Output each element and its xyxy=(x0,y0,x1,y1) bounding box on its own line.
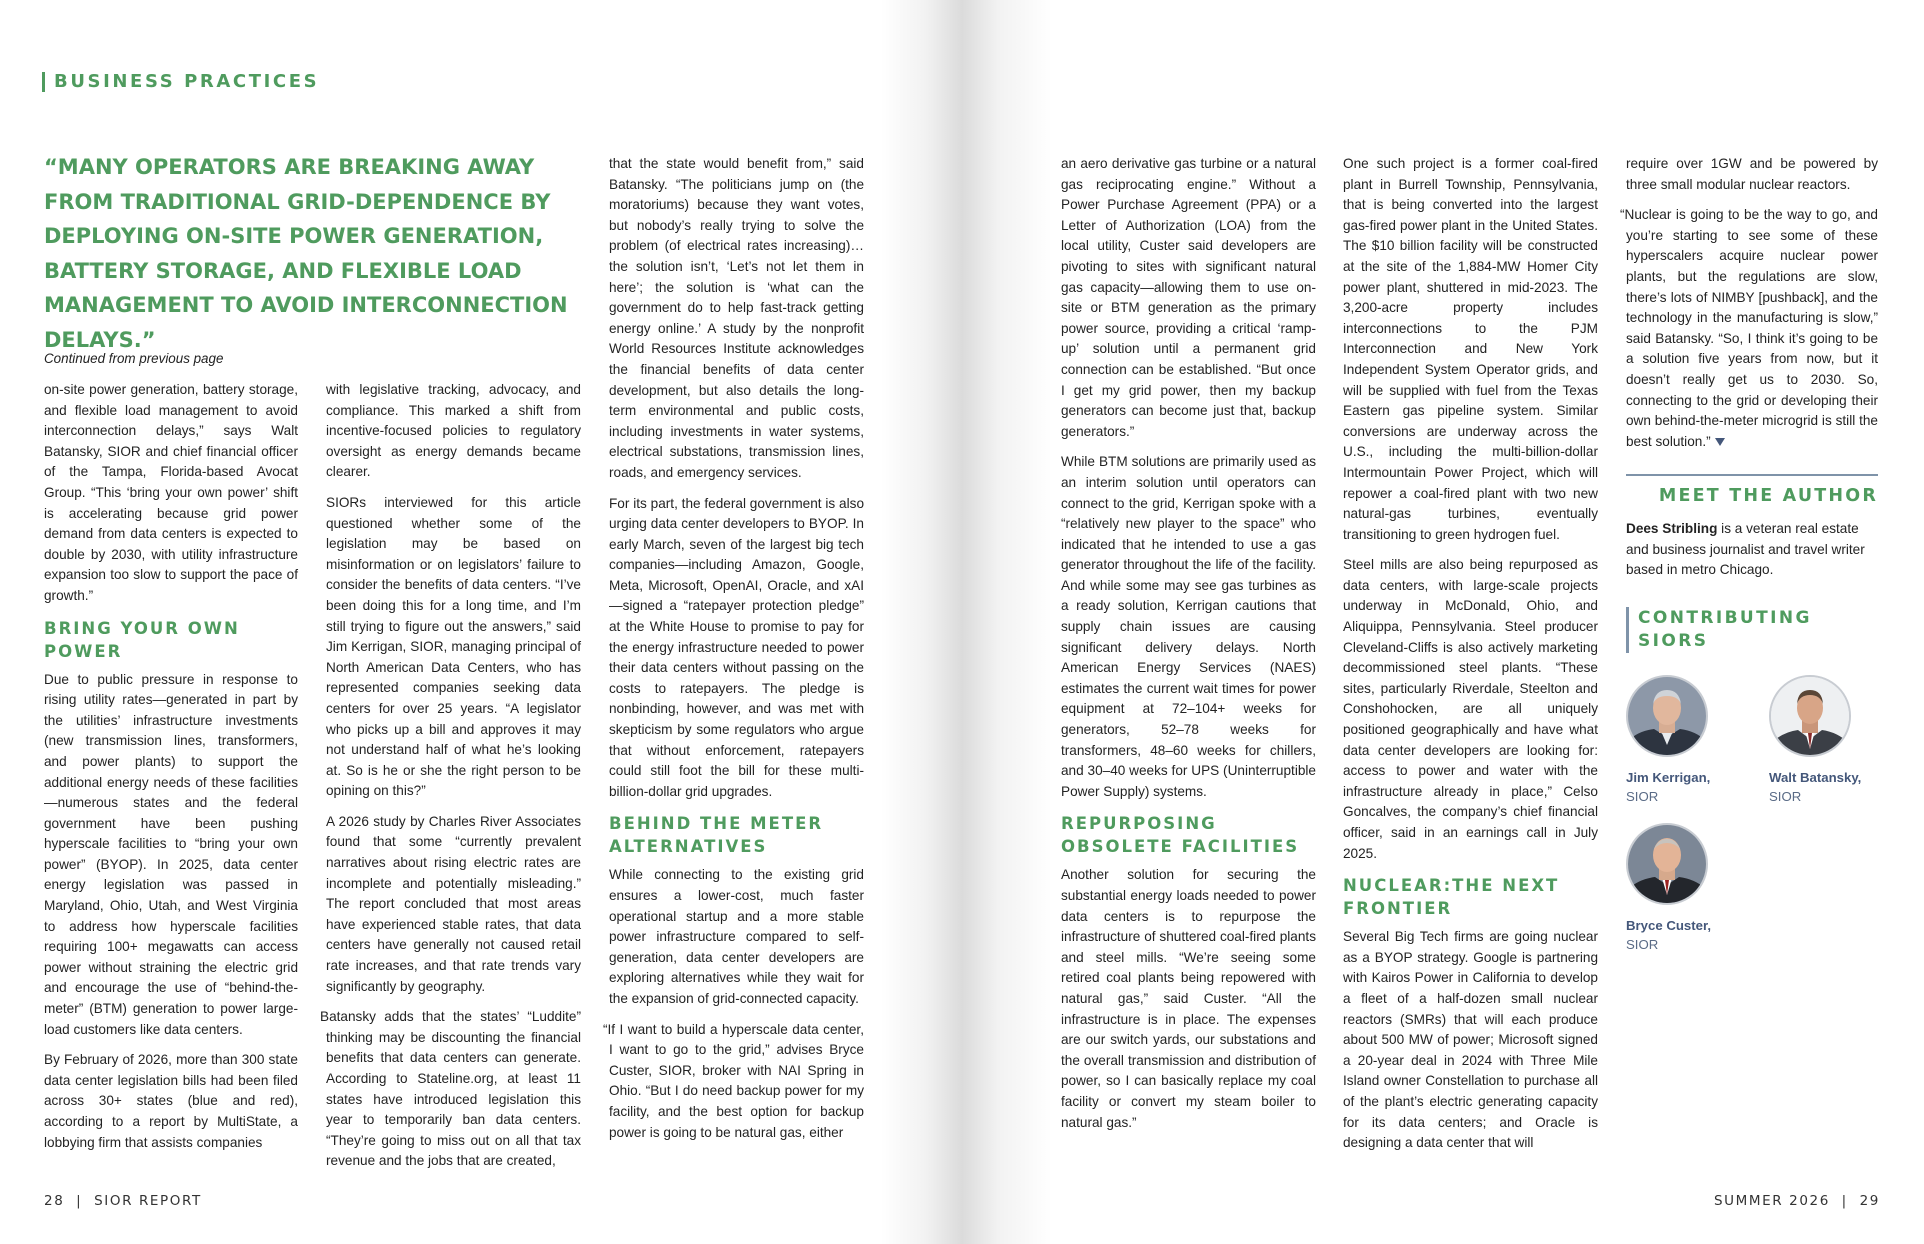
author-name: Dees Stribling xyxy=(1626,520,1718,536)
end-mark-icon xyxy=(1715,438,1725,446)
pull-quote: “MANY OPERATORS ARE BREAKING AWAY FROM TRADITIONAL GRID-DEPENDENCE BY DEPLOYING ON-SITE POWER GENERATION, BATTERY STORAGE, AND FLEXIBLE LOAD MANAGEMENT TO AVOID INTERCONNECTION DELAYS.” xyxy=(44,155,568,352)
gutter-shadow-left xyxy=(880,0,962,1244)
contributor-affiliation: SIOR xyxy=(1769,788,1802,804)
paragraph: with legislative tracking, advocacy, and compliance. This marked a shift from incentive-focused policies to regulatory oversight as energy demands became clearer. xyxy=(326,382,581,480)
paragraph xyxy=(1620,205,1878,452)
contributor-grid xyxy=(1626,675,1878,975)
paragraph: Another solution for securing the substantial energy loads needed to power data centers is to repurpose the infrastructure of shuttered coal-fired plants and steel mills. “We’re seeing some retired coal plants being repowered with natural gas,” said Custer. “All the infrastructure is in place. The expenses are our switch yards, our substations and the overall transmission and distribution of power, so I can basically replace my coal facility or convert my steam boiler to natural gas.” xyxy=(1061,867,1316,1130)
contributing-siors-heading: CONTRIBUTING SIORS xyxy=(1626,607,1878,653)
right-column-2 xyxy=(1343,154,1598,1164)
paragraph: Steel mills are also being repurposed as data centers, with large-scale projects underway in McDonald, Ohio, and Aliquippa, Pennsylvania. Steel producer Cleveland-Cliffs is also actively marketing decommissioned steel plants. “These sites, particularly Riverdale, Steelton and Conshohocken, are all uniquely positioned geographically and have what data center developers are looking for: access to power and water with the infrastructure already in place,” Celso Goncalves, the company’s chief financial officer, said in an earnings call in July 2025. xyxy=(1343,557,1598,861)
contributor-affiliation: SIOR xyxy=(1626,936,1659,952)
right-column-1 xyxy=(1061,154,1316,1143)
paragraph: For its part, the federal government is also urging data center developers to BYOP. In early March, seven of the largest big tech companies—including Amazon, Google, Meta, Microsoft, OpenAI, Oracle, and xAI—signed a “ratepayer protection pledge” at the White House to promise to pay for the energy infrastructure needed to power their data centers without passing on the costs to ratepayers. The pledge is nonbinding, however, and was met with skepticism by some regulators who argue that without enforcement, ratepayers could still foot the bill for these multi-billion-dollar grid upgrades. xyxy=(609,495,864,799)
page-number-left xyxy=(44,1193,202,1209)
paragraph: While connecting to the existing grid ensures a lower-cost, much faster operational startup and a more stable power infrastructure compared to self-generation, data center developers are exploring alternatives while they wait for the expansion of grid-connected capacity. xyxy=(609,867,864,1006)
heading-nuclear: NUCLEAR:THE NEXT FRONTIER xyxy=(1343,876,1560,919)
contributor-card xyxy=(1769,675,1889,807)
author-bio-text: is a veteran real estate and business journalist and travel writer based in metro Chicago. xyxy=(1626,520,1865,578)
contributor-name: Bryce Custer, xyxy=(1626,917,1712,933)
heading-bring-your-own-power: BRING YOUR OWN POWER xyxy=(44,618,240,661)
heading-behind-the-meter: BEHIND THE METER ALTERNATIVES xyxy=(609,814,824,857)
paragraph: By February of 2026, more than 300 state data center legislation bills had been filed across 30+ states (blue and red), according to a report by MultiState, a lobbying firm that assists companies xyxy=(44,1052,298,1150)
author-bio xyxy=(1626,519,1878,581)
contributor-affiliation: SIOR xyxy=(1626,788,1659,804)
paragraph: on-site power generation, battery storage, and flexible load management to avoid interconnection delays,” says Walt Batansky, SIOR and chief financial officer of the Tampa, Florida-based Avocat Group. “This ‘bring your own power’ shift is accelerating because grid power demand from data centers is expected to double by 2030, with utility infrastructure expansion too slow to support the pace of growth.” xyxy=(44,382,298,603)
folio-right-text: SUMMER 2026 | 29 xyxy=(1714,1193,1880,1209)
paragraph: Due to public pressure in response to rising utility rates—generated in part by the utilities’ infrastructure investments (new transmission lines, transformers, and power plants) to support the additional energy needs of these facilities—numerous states and the federal government have been pushing hyperscale facilities to “bring your own power” (BYOP). In 2025, data center energy legislation was passed in Maryland, Ohio, Utah, and West Virginia to address how hyperscale facilities requiring 100+ megawatts can access power without straining the electric grid and encourage the use of “behind-the-meter” (BTM) generation to power large-load customers like data centers. xyxy=(44,671,298,1037)
portrait-icon xyxy=(1628,825,1706,903)
paragraph: require over 1GW and be powered by three small modular nuclear reactors. xyxy=(1626,156,1878,192)
left-column-2 xyxy=(320,380,581,1182)
closing-quote-text: “Nuclear is going to be the way to go, and you’re starting to see some of these hyperscalers acquire nuclear power plants, but the regulations are slow, there’s lots of NIMBY [pushback], and the technology in the manufacturing is slow,” said Batansky. “So, I think it’s going to be a solution five years from now, but it doesn’t really get us to 2030. So, connecting to the grid or developing their own behind-the-meter microgrid is still the best solution.” xyxy=(1620,207,1878,449)
paragraph: an aero derivative gas turbine or a natural gas reciprocating engine.” Without a Power Purchase Agreement (PPA) or a Letter of Authorization (LOA) from the local utility, Custer said developers are pivoting to sites with significant natural gas capacity—allowing them to use on-site or BTM generation as the primary power source, providing a critical ‘ramp-up’ solution until a permanent grid connection can be established. “But once I get my grid power, then my backup generators can become just that, backup generators.” xyxy=(1061,156,1316,439)
portrait-icon xyxy=(1628,677,1706,755)
left-column-1 xyxy=(44,380,298,1163)
portrait-icon xyxy=(1771,677,1849,755)
contributor-name: Walt Batansky, xyxy=(1769,769,1862,785)
heading-repurposing: REPURPOSING OBSOLETE FACILITIES xyxy=(1061,814,1300,857)
contributor-name: Jim Kerrigan, xyxy=(1626,769,1711,785)
paragraph: While BTM solutions are primarily used as an interim solution until operators can connect to the grid, Kerrigan spoke with a “relatively new player to the space” who indicated that he intended to use a gas generator throughout the life of the facility. And while some may see gas turbines as a ready solution, Kerrigan cautions that supply chain issues are causing significant delivery delays. North American Energy Services (NAES) estimates the current wait times for power equipment at 72–104+ weeks for generators, 52–78 weeks for transformers, 48–60 weeks for chillers, and 30–40 weeks for UPS (Uninterruptible Power Supply) systems. xyxy=(1061,454,1316,799)
avatar-bryce-custer xyxy=(1626,823,1708,905)
sidebar-divider xyxy=(1626,474,1878,476)
page-number-right xyxy=(1714,1193,1880,1209)
folio-left-text: 28 | SIOR REPORT xyxy=(44,1193,202,1209)
paragraph: that the state would benefit from,” said Batansky. “The politicians jump on (the moratoriums) because they want votes, but nobody’s really trying to solve the problem (of electrical rates increasing)… the solution isn’t, ‘Let’s not let them in here’; the solution is ‘what can the government do to help fast-track getting energy online.’ A study by the nonprofit World Resources Institute acknowledges the financial benefits of data center development, but also details the long-term environmental and public costs, including investments in water systems, electrical substations, transmission lines, roads, and emergency services. xyxy=(609,156,864,480)
paragraph: One such project is a former coal-fired plant in Burrell Township, Pennsylvania, that is being converted into the largest gas-fired power plant in the United States. The $10 billion facility will be constructed at the site of the 1,884-MW Homer City power plant, shuttered in mid-2023. The 3,200-acre property includes interconnections to the PJM Interconnection and New York Independent System Operator grids, and will be supplied with fuel from the Texas Eastern gas pipeline system. Similar conversions are underway across the U.S., including the multi-billion-dollar Intermountain Power Project, which will repower a coal-fired plant with two new natural-gas turbines, eventually transitioning to green hydrogen fuel. xyxy=(1343,156,1598,542)
continued-note: Continued from previous page xyxy=(44,351,224,366)
left-column-3 xyxy=(603,154,864,1153)
paragraph: A 2026 study by Charles River Associates found that some “currently prevalent narratives about rising electric rates are incomplete and potentially misleading.” The report concluded that most areas have experienced stable rates, that data centers have generally not caused retail rate increases, and that rate trends vary significantly by geography. xyxy=(326,813,581,994)
meet-the-author-heading: MEET THE AUTHOR xyxy=(1658,486,1878,507)
avatar-jim-kerrigan xyxy=(1626,675,1708,757)
contributor-card xyxy=(1626,823,1746,955)
paragraph: Several Big Tech firms are going nuclear as a BYOP strategy. Google is partnering with Kairos Power in California to develop a fleet of a half-dozen small nuclear reactors (SMRs) that will each produce about 500 MW of power; Microsoft signed a 20-year deal in 2024 with Three Mile Island owner Constellation to purchase all of the plant’s electric generating capacity for its data centers; and Oracle is designing a data center that will xyxy=(1343,929,1598,1151)
right-column-3 xyxy=(1620,154,1878,975)
right-page xyxy=(962,0,1924,1244)
avatar-walt-batansky xyxy=(1769,675,1851,757)
paragraph: “If I want to build a hyperscale data center, I want to go to the grid,” advises Bryce Custer, SIOR, broker with NAI Spring in Ohio. “But I do need backup power for my facility, and the best option for backup power is going to be natural gas, either xyxy=(603,1021,864,1140)
contributor-card xyxy=(1626,675,1746,807)
section-label: BUSINESS PRACTICES xyxy=(42,72,319,92)
paragraph: Batansky adds that the states’ “Luddite” thinking may be discounting the financial benefits that data centers can generate. According to Stateline.org, at least 11 states have introduced legislation this year to temporarily ban data centers. “They’re going to miss out on all that tax revenue and the jobs that are created, xyxy=(320,1009,581,1169)
paragraph: SIORs interviewed for this article questioned whether some of the legislation may be based on misinformation or on legislators’ failure to consider the benefits of data centers. “I’ve been doing this for a long time, and I’m still trying to figure out the answers,” said Jim Kerrigan, SIOR, managing principal of North American Data Centers, who has represented companies seeking data centers for over 25 years. “A legislator who picks up a bill and approves it may not understand half of what he’s looking at. So is he or she the right person to be opining on this?” xyxy=(326,494,581,799)
gutter-shadow-right xyxy=(962,0,1052,1244)
